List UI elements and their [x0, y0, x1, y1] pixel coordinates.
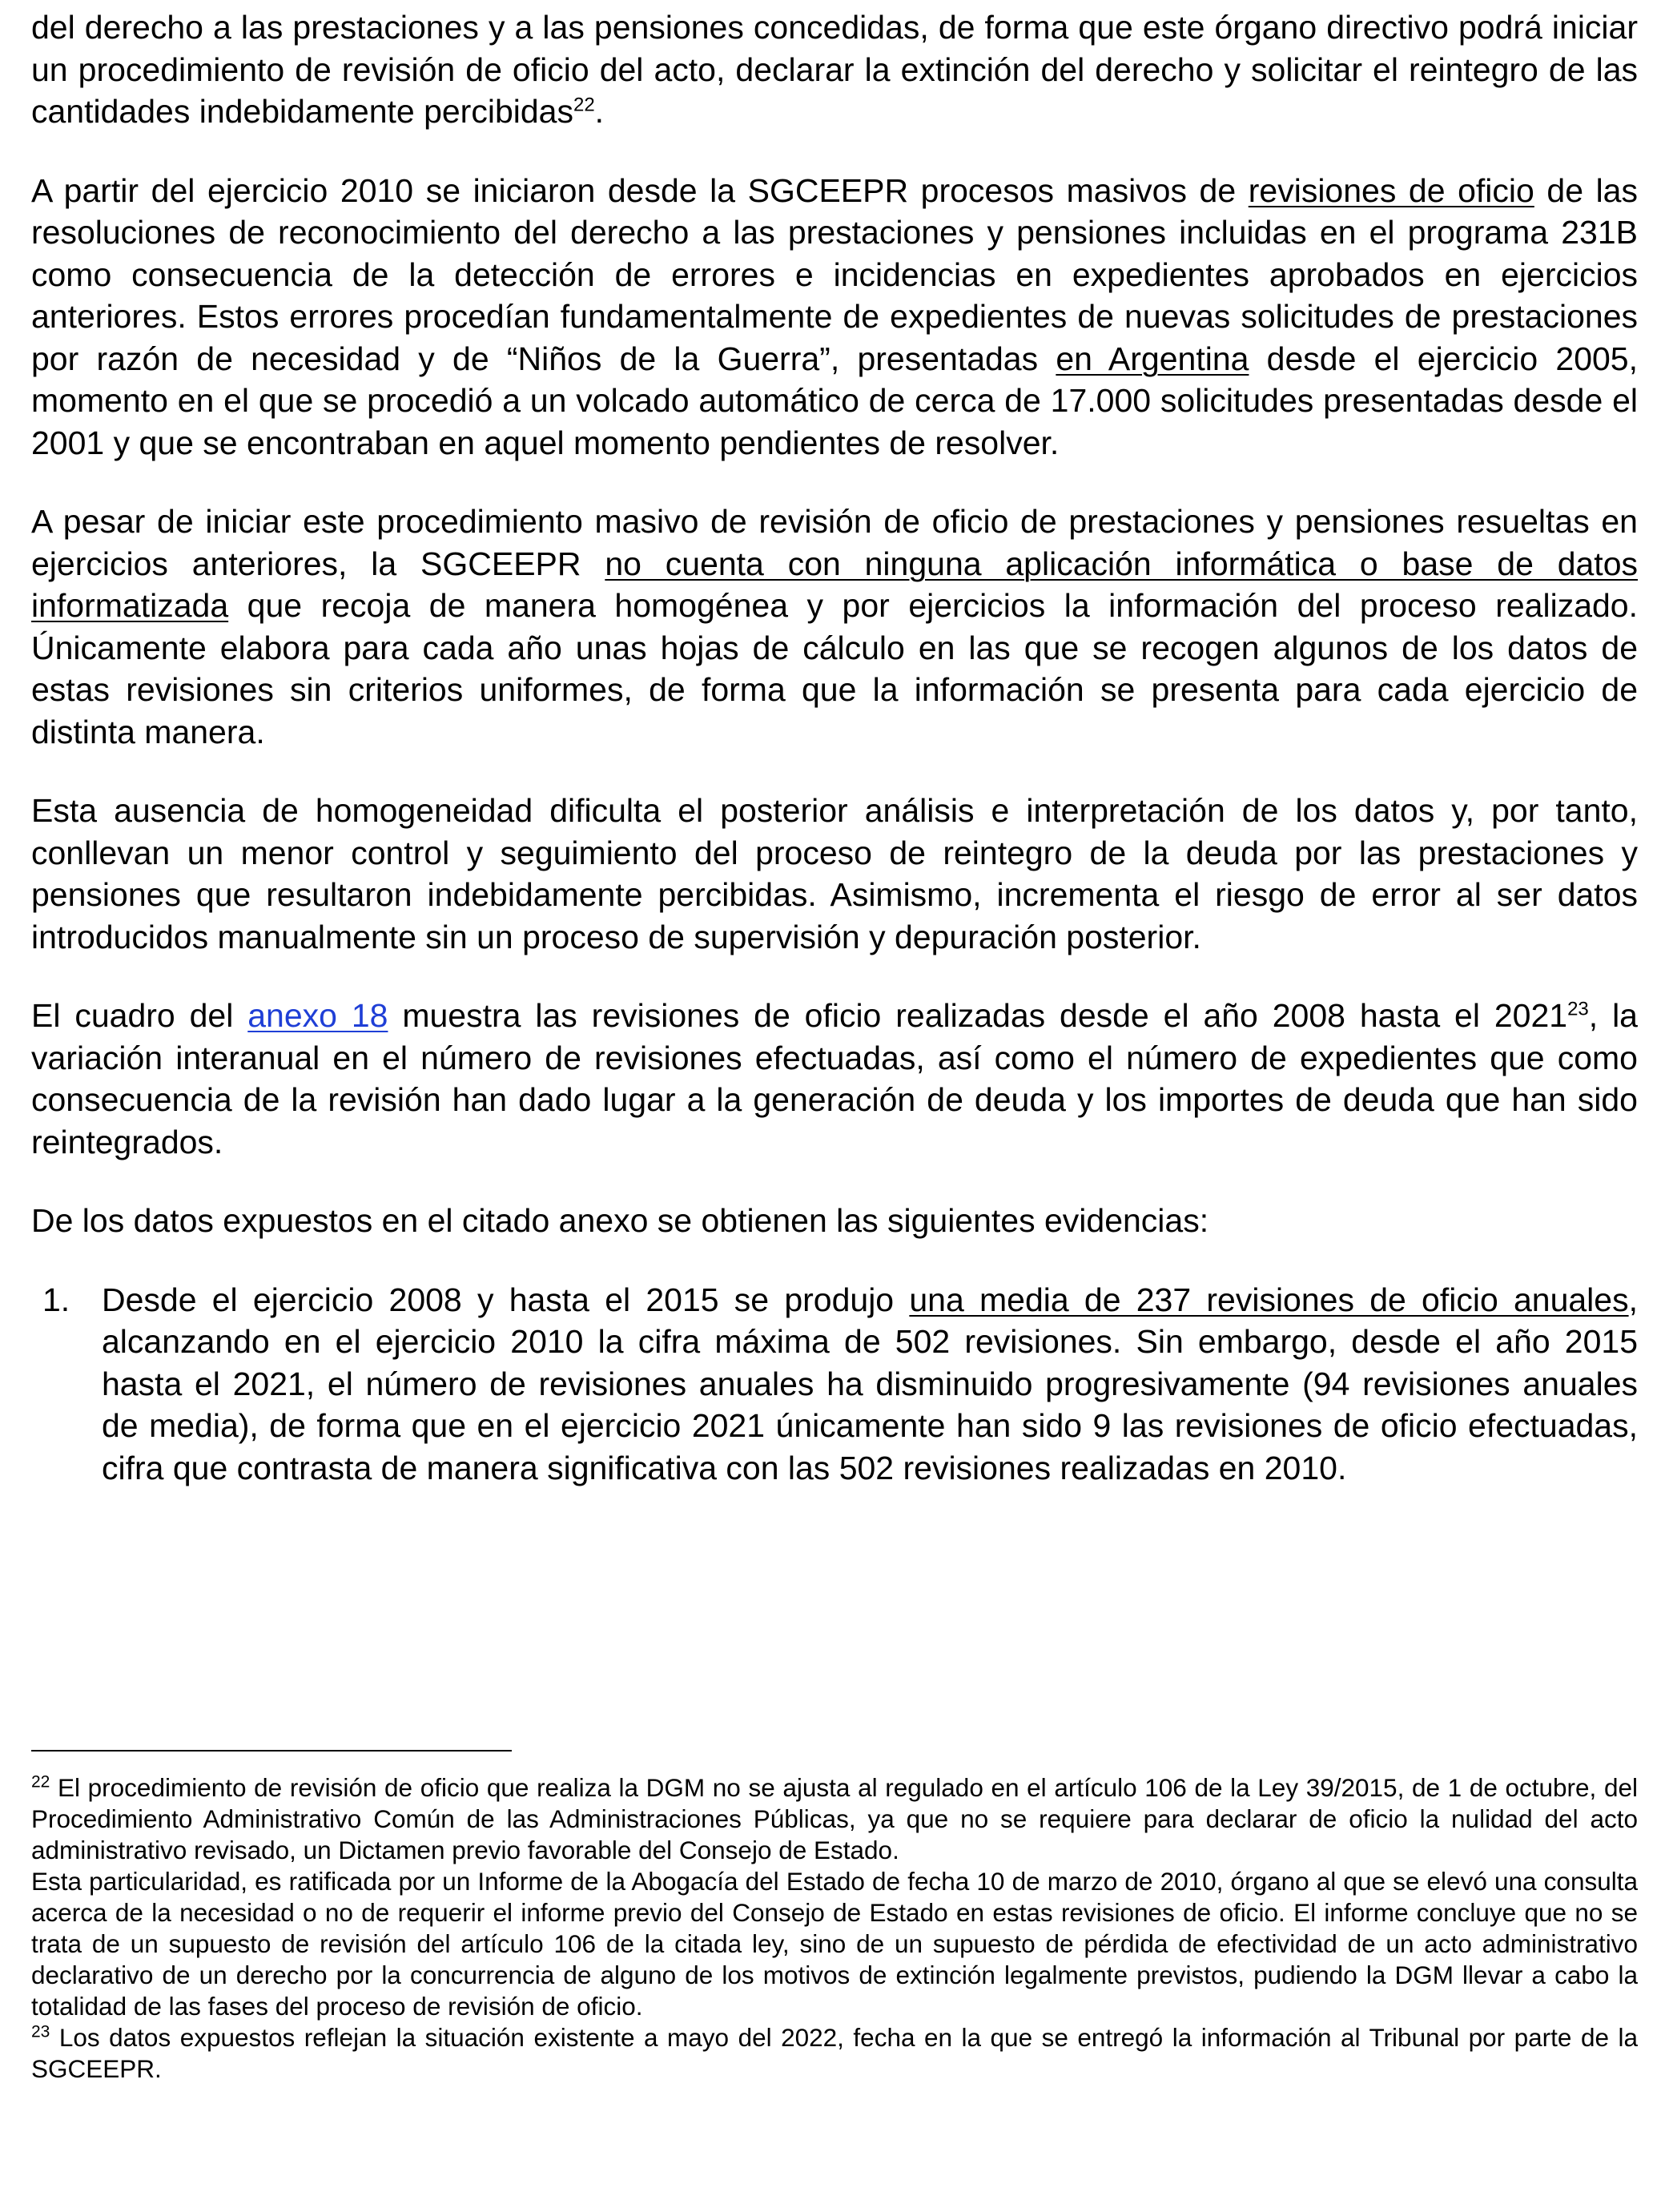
footnote-22-number: 22: [31, 1772, 50, 1792]
footnote-divider: [31, 1750, 512, 1752]
paragraph-1: del derecho a las prestaciones y a las pensiones concedidas, de forma que este órgano directivo podrá iniciar un procedimiento de revisión de oficio del acto, declarar la extinción del derecho y solicitar el reintegro de las cantidades indebidamente percibidas$^{22}$.: [31, 9, 1638, 130]
footnote-22-continuation: Esta particularidad, es ratificada por un Informe de la Abogacía del Estado de fecha 10 de marzo de 2010, órgano al que se elevó una consulta acerca de la necesidad o no de requerir el informe previo del Consejo de Estado en estas revisiones de oficio. El informe concluye que no se trata de un supuesto de revisión del artículo 106 de la citada ley, sino de un supuesto de pérdida de efectividad de un acto administrativo declarativo de un derecho por la concurrencia de alguno de los motivos de extinción legalmente previstos, pudiendo la DGM llevar a cabo la totalidad de las fases del proceso de revisión de oficio.: [31, 1867, 1638, 2021]
underlined-no-aplicacion-informatica: no cuenta con ninguna aplicación informática o base de datos informatizada: [31, 545, 1638, 624]
paragraph-5: El cuadro del anexo 18 muestra las revisiones de oficio realizadas desde el año 2008 hasta el 2021$^{23}$, la variación interanual en el número de revisiones efectuadas, así como el número de expedientes que como consecuencia de la revisión han dado lugar a la generación de deuda y los importes de deuda que han sido reintegrados.: [31, 997, 1638, 1160]
paragraph-4: Esta ausencia de homogeneidad dificulta el posterior análisis e interpretación de los datos y, por tanto, conllevan un menor control y seguimiento del proceso de reintegro de la deuda por las prestaciones y pensiones que resultaron indebidamente percibidas. Asimismo, incrementa el riesgo de error al ser datos introducidos manualmente sin un proceso de supervisión y depuración posterior.: [31, 792, 1638, 955]
paragraph-2: A partir del ejercicio 2010 se iniciaron desde la SGCEEPR procesos masivos de revisiones de oficio de las resoluciones de reconocimiento del derecho a las prestaciones y pensiones incluidas en el programa 231B como consecuencia de la detección de errores e incidencias en expedientes aprobados en ejercicios anteriores. Estos errores procedían fundamentalmente de expedientes de nuevas solicitudes de prestaciones por razón de necesidad y de “Niños de la Guerra”, presentadas en Argentina desde el ejercicio 2005, momento en el que se procedió a un volcado automático de cerca de 17.000 solicitudes presentadas desde el 2001 y que se encontraban en aquel momento pendientes de resolver.: [31, 171, 1638, 461]
anexo-18-link[interactable]: anexo 18: [247, 997, 388, 1034]
footnotes-section: [31, 1750, 1638, 2085]
footnote-23-number: 23: [31, 2022, 50, 2041]
footnote-22: $^{22}$ El procedimiento de revisión de oficio que realiza la DGM no se ajusta al regulado en el artículo 106 de la Ley 39/2015, de 1 de octubre, del Procedimiento Administrativo Común de las Administraciones Públicas, ya que no se requiere para declarar de oficio la nulidad del acto administrativo revisado, un Dictamen previo favorable del Consejo de Estado.: [31, 1772, 1638, 1864]
underlined-en-argentina: en Argentina: [1056, 340, 1249, 377]
footnote-23: $^{23}$ Los datos expuestos reflejan la situación existente a mayo del 2022, fecha en la que se entregó la información al Tribunal por parte de la SGCEEPR.: [31, 2022, 1638, 2083]
underlined-revisiones-de-oficio: revisiones de oficio: [1248, 171, 1534, 209]
footnote-ref-23[interactable]: 23: [1567, 998, 1589, 1020]
evidence-list: [31, 1279, 1638, 1490]
list-item-number: 1.: [42, 1281, 70, 1318]
underlined-media-237: una media de 237 revisiones de oficio anuales: [909, 1281, 1629, 1318]
footnote-ref-22[interactable]: 22: [573, 94, 595, 116]
paragraph-3: A pesar de iniciar este procedimiento masivo de revisión de oficio de prestaciones y pensiones resueltas en ejercicios anteriores, la SGCEEPR no cuenta con ninguna aplicación informática o base de datos informatizada que recoja de manera homogénea y por ejercicios la información del proceso realizado. Únicamente elabora para cada año unas hojas de cálculo en las que se recogen algunos de los datos de estas revisiones sin criterios uniformes, de forma que la información se presenta para cada ejercicio de distinta manera.: [31, 503, 1638, 750]
list-item: 1. Desde el ejercicio 2008 y hasta el 2015 se produjo una media de 237 revisiones de oficio anuales, alcanzando en el ejercicio 2010 la cifra máxima de 502 revisiones. Sin embargo, desde el año 2015 hasta el 2021, el número de revisiones anuales ha disminuido progresivamente (94 revisiones anuales de media), de forma que en el ejercicio 2021 únicamente han sido 9 las revisiones de oficio efectuadas, cifra que contrasta de manera significativa con las 502 revisiones realizadas en 2010.: [31, 1279, 1638, 1490]
paragraph-6: De los datos expuestos en el citado anexo se obtienen las siguientes evidencias:: [31, 1202, 1209, 1239]
